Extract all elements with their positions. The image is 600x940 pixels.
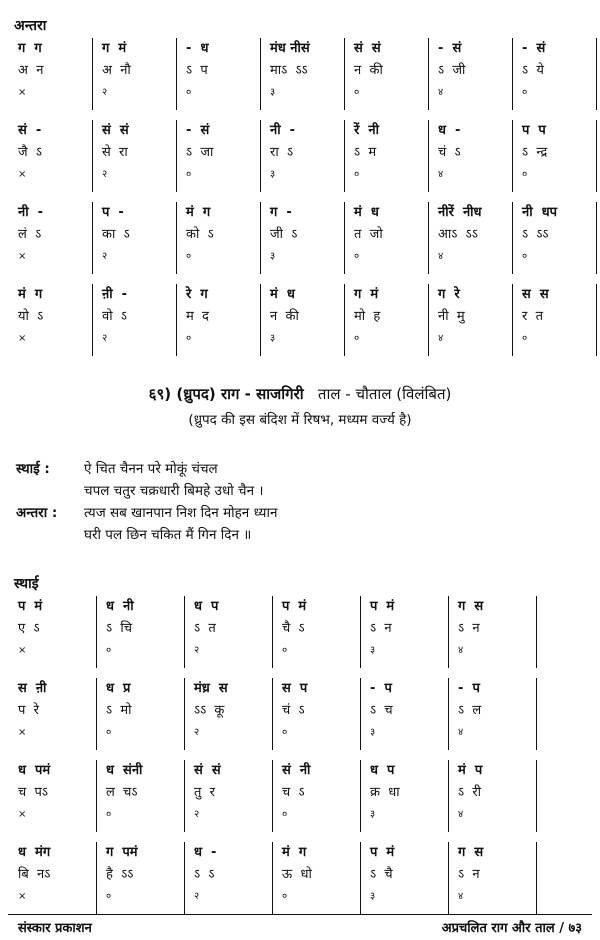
taal-mark: ३ (370, 645, 376, 656)
notation-cell (522, 284, 596, 356)
swara-line: मंध नीसं (270, 41, 310, 56)
sthayi-text-2: चपल चतुर चक्रधारी बिमहे उधो चैन । (84, 483, 264, 499)
vibhag-divider (176, 202, 177, 274)
syllable-line: ऽ ऽ (194, 867, 215, 882)
syllable-line: ऽ त (194, 621, 216, 636)
swara-line: - ध (186, 41, 209, 56)
vibhag-divider (596, 284, 597, 356)
vibhag-divider (596, 120, 597, 192)
notation-cell (458, 678, 536, 750)
swara-line: ग मं (354, 287, 379, 302)
notation-cell (370, 760, 448, 832)
antara-lyric-line-2 (16, 524, 278, 546)
swara-line: ग - (270, 205, 292, 220)
sthayi-heading: स्थाई (14, 576, 39, 592)
swara-line: मं प (458, 763, 483, 778)
notation-cell (186, 120, 260, 192)
swara-line: ध पमं (18, 763, 51, 778)
syllable-line: ऽ ऽऽ (522, 227, 549, 242)
vibhag-divider (184, 678, 185, 750)
swara-line: मं ग (282, 845, 307, 860)
syllable-line: ऽ न (458, 867, 480, 882)
vibhag-divider (360, 678, 361, 750)
taal-mark: २ (102, 87, 108, 98)
notation-cell (458, 760, 536, 832)
sthayi-text-1: ऐ चित चैनन परे मोकूं चंचल (84, 461, 218, 477)
syllable-line: आऽ ऽऽ (438, 227, 478, 242)
syllable-line: ऽ जी (438, 63, 466, 78)
vibhag-divider (92, 202, 93, 274)
vibhag-divider (536, 596, 537, 668)
vibhag-divider (260, 120, 261, 192)
notation-cell (270, 38, 344, 110)
notation-cell (282, 842, 360, 914)
notation-cell (194, 678, 272, 750)
taal-mark: × (18, 891, 27, 902)
notation-cell (102, 202, 176, 274)
syllable-line: से रा (102, 145, 128, 160)
syllable-line: ए ऽ (18, 621, 40, 636)
swara-line: ग मं (102, 41, 127, 56)
swara-line: ध प (370, 763, 395, 778)
vibhag-divider (184, 760, 185, 832)
taal-mark: २ (102, 333, 108, 344)
syllable-line: ऽ ल (458, 703, 482, 718)
swara-line: सं सं (354, 41, 381, 56)
swara-line: नी धप (522, 205, 558, 220)
notation-cell (270, 202, 344, 274)
vibhag-divider (536, 678, 537, 750)
taal-mark: ३ (270, 169, 276, 180)
taal-mark: ४ (438, 87, 444, 98)
swara-line: ग रे (438, 287, 460, 302)
notation-cell (370, 596, 448, 668)
syllable-line: का ऽ (102, 227, 130, 242)
vibhag-divider (512, 284, 513, 356)
syllable-line: क्र धा (370, 785, 400, 800)
notation-cell (354, 38, 428, 110)
taal-mark: ४ (458, 809, 464, 820)
taal-mark: ० (354, 87, 360, 98)
antara-text-1: त्यज सब खानपान निश दिन मोहन ध्यान (84, 505, 278, 521)
syllable-line: ऽ चि (106, 621, 132, 636)
swara-line: स प (282, 681, 308, 696)
syllable-line: म द (186, 309, 209, 324)
notation-cell (270, 120, 344, 192)
taal-title: ताल - चौताल (विलंबित) (317, 385, 452, 403)
vibhag-divider (260, 202, 261, 274)
antara-text-2: घरी पल छिन चकित मैं गिन दिन ॥ (84, 527, 252, 543)
vibhag-divider (92, 38, 93, 110)
swara-line: प मं (18, 599, 43, 614)
taal-mark: ३ (270, 87, 276, 98)
taal-mark: ० (106, 645, 112, 656)
taal-mark: ० (354, 251, 360, 262)
swara-line: ध - (194, 845, 217, 860)
vibhag-divider (448, 678, 449, 750)
vibhag-divider (96, 842, 97, 914)
notation-cell (438, 120, 512, 192)
notation-cell (102, 284, 176, 356)
swara-line: - प (458, 681, 480, 696)
taal-mark: ० (106, 727, 112, 738)
sthayi-lyric-line-1 (16, 458, 278, 480)
syllable-line: ऽ ये (522, 63, 544, 78)
taal-mark: ३ (270, 333, 276, 344)
vibhag-divider (536, 760, 537, 832)
notation-cell (18, 842, 96, 914)
footer-publisher: संस्कार प्रकाशन (18, 921, 92, 936)
taal-mark: २ (194, 727, 200, 738)
notation-cell (18, 596, 96, 668)
sthayi-lyric-line-2 (16, 480, 278, 502)
swara-line: प - (102, 205, 124, 220)
swara-line: स स (522, 287, 549, 302)
syllable-line: चं ऽ (438, 145, 461, 160)
syllable-line: ऽ न (458, 621, 480, 636)
taal-mark: ० (354, 333, 360, 344)
notation-cell (438, 284, 512, 356)
notation-cell (282, 760, 360, 832)
vibhag-divider (96, 678, 97, 750)
vibhag-divider (428, 202, 429, 274)
syllable-line: यो ऽ (18, 309, 44, 324)
taal-mark: ० (106, 891, 112, 902)
vibhag-divider (448, 842, 449, 914)
swara-line: - सं (522, 41, 546, 56)
taal-mark: ० (522, 169, 528, 180)
notation-cell (18, 38, 92, 110)
syllable-line: न की (270, 309, 299, 324)
taal-mark: ३ (370, 809, 376, 820)
composition-title-block (0, 384, 600, 428)
taal-mark: ४ (438, 333, 444, 344)
notation-cell (186, 38, 260, 110)
swara-line: ध संनी (106, 763, 143, 778)
notation-cell (102, 120, 176, 192)
taal-mark: ४ (438, 169, 444, 180)
syllable-line: जै ऽ (18, 145, 42, 160)
taal-mark: ० (186, 87, 192, 98)
swara-line: - सं (438, 41, 462, 56)
syllable-line: मो ह (354, 309, 381, 324)
syllable-line: ऽ री (458, 785, 482, 800)
vibhag-divider (596, 38, 597, 110)
taal-mark: × (18, 727, 27, 738)
vibhag-divider (184, 596, 185, 668)
notation-cell (370, 678, 448, 750)
notation-cell (354, 202, 428, 274)
taal-mark: ३ (270, 251, 276, 262)
vibhag-divider (260, 38, 261, 110)
notation-cell (522, 120, 596, 192)
taal-mark: ४ (458, 727, 464, 738)
taal-mark: ० (522, 251, 528, 262)
syllable-line: ऽ मो (106, 703, 132, 718)
syllable-line: च पऽ (18, 785, 48, 800)
swara-line: ध नी (106, 599, 134, 614)
notation-cell (186, 202, 260, 274)
swara-line: सं सं (194, 763, 221, 778)
vibhag-divider (272, 678, 273, 750)
swara-line: प प (522, 123, 546, 138)
notation-cell (106, 678, 184, 750)
notation-cell (18, 202, 92, 274)
notation-cell (18, 284, 92, 356)
notation-cell (522, 202, 596, 274)
taal-mark: २ (194, 809, 200, 820)
syllable-line: ऽ चै (370, 867, 393, 882)
taal-mark: २ (102, 169, 108, 180)
sthayi-label: स्थाई : (16, 461, 50, 477)
antara-heading: अन्तरा (14, 18, 47, 34)
notation-cell (270, 284, 344, 356)
syllable-line: चं ऽ (282, 703, 305, 718)
notation-cell (194, 842, 272, 914)
vibhag-divider (92, 284, 93, 356)
swara-line: स ऩी (18, 681, 47, 696)
syllable-line: जी ऽ (270, 227, 298, 242)
swara-line: ध - (438, 123, 461, 138)
swara-line: सं - (18, 123, 42, 138)
syllable-line: अ नौ (102, 63, 131, 78)
taal-mark: ४ (458, 645, 464, 656)
notation-cell (186, 284, 260, 356)
vibhag-divider (428, 120, 429, 192)
syllable-line: तु र (194, 785, 215, 800)
taal-mark: × (18, 333, 27, 344)
syllable-line: बि नऽ (18, 867, 51, 882)
syllable-line: ऽ प (186, 63, 208, 78)
taal-mark: २ (102, 251, 108, 262)
swara-line: मं ग (18, 287, 43, 302)
syllable-line: माऽ ऽऽ (270, 63, 308, 78)
syllable-line: ल चऽ (106, 785, 138, 800)
taal-mark: × (18, 809, 27, 820)
vibhag-divider (360, 842, 361, 914)
swara-line: प मं (370, 599, 395, 614)
swara-line: मंध्र स (194, 681, 228, 696)
swara-line: प मं (370, 845, 395, 860)
taal-mark: ० (282, 891, 288, 902)
syllable-line: ऊ धो (282, 867, 312, 882)
syllable-line: प रे (18, 703, 39, 718)
notation-cell (106, 596, 184, 668)
vibhag-divider (176, 38, 177, 110)
swara-line: रे ग (186, 287, 208, 302)
taal-mark: ० (106, 809, 112, 820)
swara-line: नीरें नीध (438, 205, 482, 220)
vibhag-divider (512, 38, 513, 110)
swara-line: ध प (194, 599, 219, 614)
taal-mark: २ (194, 645, 200, 656)
notation-cell (106, 760, 184, 832)
notation-cell (354, 120, 428, 192)
taal-mark: × (18, 645, 27, 656)
syllable-line: अ न (18, 63, 44, 78)
footer-book-page: अप्रचलित राग और ताल / ७३ (441, 921, 582, 936)
vibhag-divider (184, 842, 185, 914)
vibhag-divider (176, 284, 177, 356)
vibhag-divider (176, 120, 177, 192)
vibhag-divider (272, 842, 273, 914)
vibhag-divider (428, 38, 429, 110)
taal-mark: ४ (438, 251, 444, 262)
taal-mark: ० (522, 87, 528, 98)
syllable-line: रा ऽ (270, 145, 294, 160)
footer-divider (8, 914, 592, 915)
notation-cell (18, 678, 96, 750)
taal-mark: ० (282, 645, 288, 656)
notation-cell (438, 38, 512, 110)
taal-mark: ३ (370, 727, 376, 738)
taal-mark: ० (522, 333, 528, 344)
vibhag-divider (448, 760, 449, 832)
syllable-line: ऽऽ कू (194, 703, 225, 718)
swara-line: ग ग (18, 41, 42, 56)
vibhag-divider (344, 38, 345, 110)
syllable-line: न की (354, 63, 383, 78)
vibhag-divider (512, 202, 513, 274)
vibhag-divider (536, 842, 537, 914)
swara-line: - प (370, 681, 392, 696)
vibhag-divider (96, 760, 97, 832)
vibhag-divider (96, 596, 97, 668)
syllable-line: च ऽ (282, 785, 305, 800)
notation-cell (18, 760, 96, 832)
notation-cell (458, 842, 536, 914)
syllable-line: वो ऽ (102, 309, 127, 324)
vibhag-divider (428, 284, 429, 356)
taal-mark: ० (282, 727, 288, 738)
taal-mark: ० (186, 169, 192, 180)
syllable-line: ऽ जा (186, 145, 214, 160)
vibhag-divider (272, 596, 273, 668)
taal-mark: २ (194, 891, 200, 902)
vibhag-divider (596, 202, 597, 274)
antara-lyric-line-1 (16, 502, 278, 524)
swara-line: मं ध (270, 287, 295, 302)
notation-cell (106, 842, 184, 914)
syllable-line: ऽ न (370, 621, 392, 636)
vibhag-divider (344, 284, 345, 356)
swara-line: सं नी (282, 763, 311, 778)
syllable-line: ऽ च (370, 703, 393, 718)
syllable-line: चै ऽ (282, 621, 305, 636)
vibhag-divider (344, 202, 345, 274)
syllable-line: को ऽ (186, 227, 214, 242)
swara-line: ग स (458, 845, 484, 860)
swara-line: ग स (458, 599, 484, 614)
swara-line: रें नी (354, 123, 379, 138)
taal-mark: ० (282, 809, 288, 820)
taal-mark: ० (354, 169, 360, 180)
swara-line: ऩी - (102, 287, 128, 302)
swara-line: ध प्र (106, 681, 131, 696)
notation-cell (282, 596, 360, 668)
syllable-line: लं ऽ (18, 227, 42, 242)
taal-mark: × (18, 169, 27, 180)
swara-line: सं सं (102, 123, 129, 138)
syllable-line: त जो (354, 227, 383, 242)
taal-mark: ० (186, 251, 192, 262)
vibhag-divider (448, 596, 449, 668)
swara-line: मं ग (186, 205, 211, 220)
taal-mark: ० (186, 333, 192, 344)
vibhag-divider (272, 760, 273, 832)
notation-cell (354, 284, 428, 356)
vibhag-divider (360, 596, 361, 668)
vibhag-divider (344, 120, 345, 192)
composition-title (0, 384, 600, 404)
vibhag-divider (260, 284, 261, 356)
syllable-line: र त (522, 309, 543, 324)
swara-line: नी - (18, 205, 44, 220)
lyrics-block (16, 458, 278, 546)
notation-cell (522, 38, 596, 110)
swara-line: ध मंग (18, 845, 51, 860)
notation-cell (370, 842, 448, 914)
syllable-line: ऽ न्द्र (522, 145, 548, 160)
notation-cell (282, 678, 360, 750)
antara-label: अन्तरा : (16, 505, 58, 521)
taal-mark: × (18, 251, 27, 262)
swara-line: मं ध (354, 205, 379, 220)
syllable-line: है ऽऽ (106, 867, 134, 882)
swara-line: नी - (270, 123, 296, 138)
syllable-line: ऽ म (354, 145, 377, 160)
notation-cell (18, 120, 92, 192)
swara-line: ग पमं (106, 845, 138, 860)
notation-cell (438, 202, 512, 274)
notation-cell (102, 38, 176, 110)
vibhag-divider (360, 760, 361, 832)
vibhag-divider (92, 120, 93, 192)
raga-title: ६९) (ध्रुपद) राग - साजगिरी (148, 385, 304, 403)
notation-cell (194, 596, 272, 668)
taal-mark: ४ (458, 891, 464, 902)
vibhag-divider (512, 120, 513, 192)
syllable-line: नी मु (438, 309, 465, 324)
taal-mark: × (18, 87, 27, 98)
taal-mark: ३ (370, 891, 376, 902)
swara-line: - सं (186, 123, 210, 138)
swara-line: प मं (282, 599, 307, 614)
notation-cell (458, 596, 536, 668)
composition-note: (ध्रुपद की इस बंदिश में रिषभ, मध्यम वर्ज्य है) (188, 412, 412, 428)
notation-cell (194, 760, 272, 832)
